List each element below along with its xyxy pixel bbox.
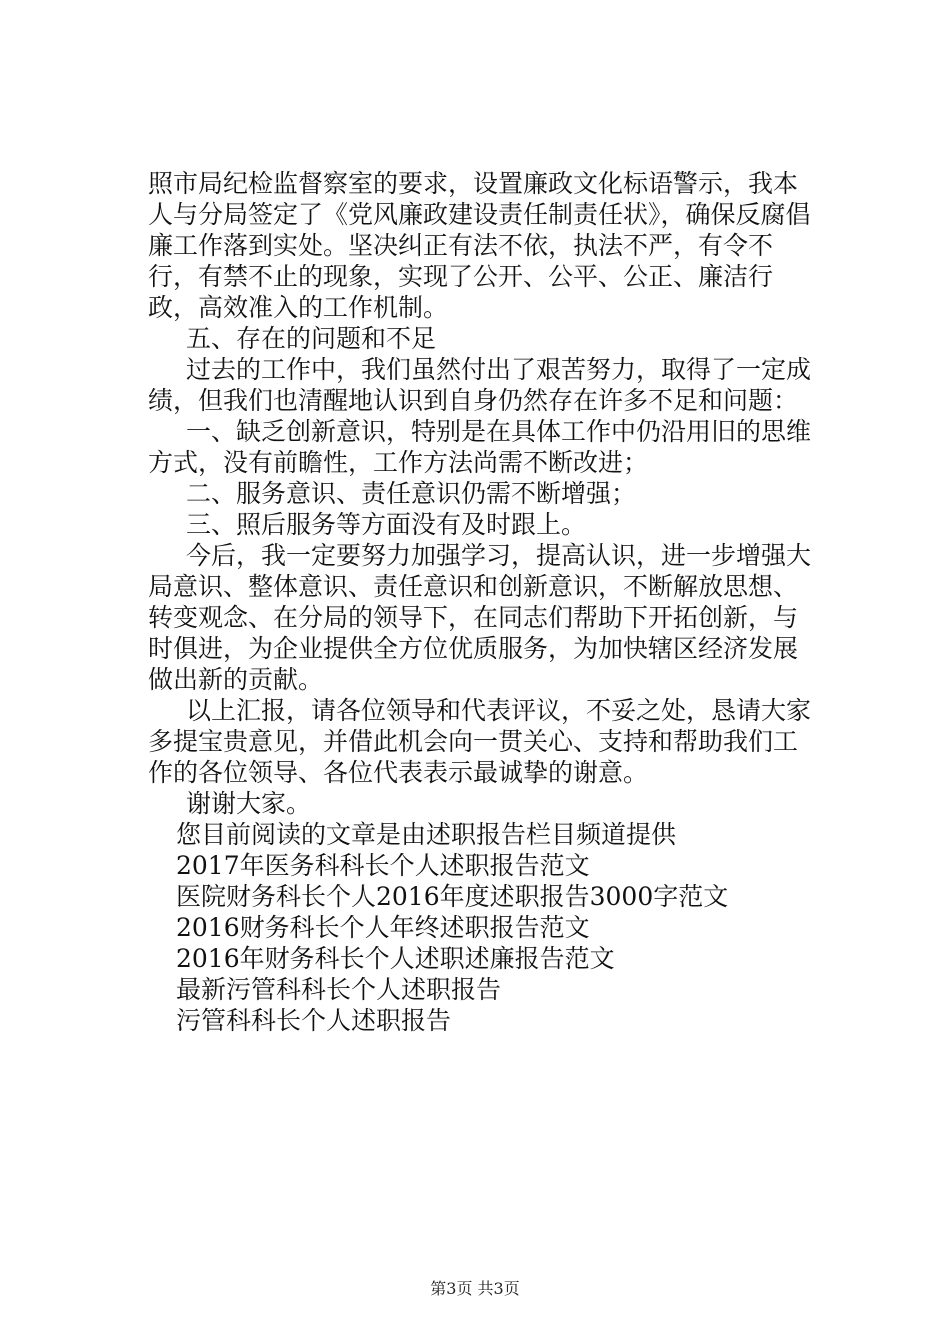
paragraph-future: 今后，我一定要努力加强学习，提高认识，进一步增强大局意识、整体意识、责任意识和创新意识，不断解放思想、转变观念、在分局的领导下，在同志们帮助下开拓创新，与时俱进，为企业提供全方位优质服务，为加快辖区经济发展做出新的贡献。	[148, 541, 812, 694]
related-link[interactable]: 2016财务科长个人年终述职报告范文	[176, 913, 590, 942]
paragraph-past-work: 过去的工作中，我们虽然付出了艰苦努力，取得了一定成绩，但我们也清醒地认识到自身仍然存在许多不足和问题：	[148, 355, 812, 415]
paragraph-problem-2: 二、服务意识、责任意识仍需不断增强；	[186, 479, 637, 508]
page-number: 第3页 共3页	[430, 1279, 520, 1298]
paragraph-closing: 以上汇报，请各位领导和代表评议，不妥之处，恳请大家多提宝贵意见，并借此机会向一贯关心、支持和帮助我们工作的各位领导、各位代表表示最诚挚的谢意。	[148, 696, 812, 787]
document-body	[148, 168, 818, 1036]
paragraph-discipline: 照市局纪检监督察室的要求，设置廉政文化标语警示，我本人与分局签定了《党风廉政建设责任制责任状》，确保反腐倡廉工作落到实处。坚决纠正有法不依，执法不严，有令不行，有禁不止的现象，实现了公开、公平、公正、廉洁行政，高效准入的工作机制。	[148, 169, 811, 322]
section-heading-problems: 五、存在的问题和不足	[186, 324, 437, 353]
source-note: 您目前阅读的文章是由述职报告栏目频道提供	[176, 820, 677, 849]
related-link[interactable]: 2017年医务科科长个人述职报告范文	[176, 851, 590, 880]
related-link[interactable]: 医院财务科长个人2016年度述职报告3000字范文	[176, 882, 729, 911]
paragraph-problem-3: 三、照后服务等方面没有及时跟上。	[186, 510, 587, 539]
related-link[interactable]: 最新污管科科长个人述职报告	[176, 975, 502, 1004]
related-link[interactable]: 2016年财务科长个人述职述廉报告范文	[176, 944, 615, 973]
paragraph-thanks: 谢谢大家。	[186, 789, 312, 818]
related-link[interactable]: 污管科科长个人述职报告	[176, 1006, 452, 1035]
page-footer	[0, 1279, 950, 1299]
paragraph-problem-1: 一、缺乏创新意识，特别是在具体工作中仍沿用旧的思维方式，没有前瞻性，工作方法尚需不断改进；	[148, 417, 812, 477]
